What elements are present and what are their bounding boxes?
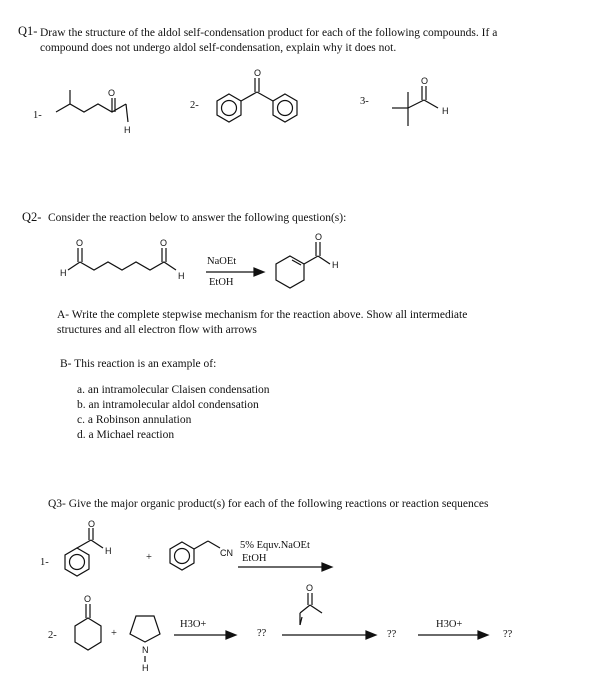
q3-r1-oxygen: O <box>88 519 96 529</box>
q2-option-a[interactable]: a. an intramolecular Claisen condensation <box>77 384 270 396</box>
q3-r1-benzaldehyde-structure <box>55 519 135 588</box>
q2-part-b: B- This reaction is an example of: <box>60 358 217 370</box>
q3-r2-arrow3 <box>418 630 490 640</box>
q2-option-b[interactable]: b. an intramolecular aldol condensation <box>77 399 259 411</box>
q3-r1-phenylacetonitrile-structure <box>160 528 250 588</box>
q3-r2-arrow1 <box>174 630 238 640</box>
q2-prompt: Consider the reaction below to answer the following question(s): <box>48 212 347 224</box>
q3-r2-unknown1: ?? <box>257 628 267 639</box>
q3-r2-reagent1: H3O+ <box>180 619 207 630</box>
q3-r1-plus: + <box>146 552 152 563</box>
q2-reagent-top: NaOEt <box>207 256 237 267</box>
q1-item2-label: 2- <box>190 100 199 111</box>
q3-r1-reagent-bottom: EtOH <box>242 553 267 564</box>
q3-r1-nitrile: CN <box>220 548 233 558</box>
q1-number: Q1- <box>18 24 38 38</box>
q1-c3-oxygen: O <box>421 76 429 86</box>
q3-r2-unknown2: ?? <box>387 629 397 640</box>
q2-right-oxygen: O <box>160 238 168 248</box>
q1-item1-label: 1- <box>33 110 42 121</box>
q1-c1-oxygen: O <box>108 88 116 98</box>
q3-r1-hydrogen: H <box>105 546 112 556</box>
q2-part-a-line1: A- Write the complete stepwise mechanism for the reaction above. Show all intermediate <box>57 309 468 321</box>
q1-compound1-structure <box>50 82 150 142</box>
q3-r2-label: 2- <box>48 630 57 641</box>
q1-c3-hydrogen: H <box>442 106 449 116</box>
q2-left-hydrogen: H <box>60 268 67 278</box>
q2-option-c[interactable]: c. a Robinson annulation <box>77 414 192 426</box>
q1-compound2-structure <box>207 68 317 132</box>
q2-reaction-arrow <box>206 267 266 277</box>
q1-prompt-line2: compound does not undergo aldol self-condensation, explain why it does not. <box>40 42 397 54</box>
q3-r2-enone-oxygen: O <box>306 583 314 593</box>
q2-option-d[interactable]: d. a Michael reaction <box>77 429 175 441</box>
q2-product-hydrogen: H <box>332 260 339 270</box>
q2-right-hydrogen: H <box>178 271 185 281</box>
q2-number: Q2- <box>22 210 42 224</box>
q1-compound3-structure <box>380 74 470 144</box>
q3-r1-label: 1- <box>40 557 49 568</box>
q3-r2-enone-structure <box>294 583 354 629</box>
q2-dialdehyde-structure <box>60 238 200 298</box>
q2-product-oxygen: O <box>315 232 323 242</box>
q3-r2-oxygen: O <box>84 594 92 604</box>
q1-c1-hydrogen: H <box>124 125 131 135</box>
q3-r1-reagent-top: 5% Equv.NaOEt <box>240 540 310 551</box>
q2-product-structure <box>268 232 358 306</box>
q2-part-a-line2: structures and all electron flow with arrows <box>57 324 257 336</box>
q3-r2-reagent3: H3O+ <box>436 619 463 630</box>
q3-r2-unknown3: ?? <box>503 629 513 640</box>
q1-prompt-line1: Draw the structure of the aldol self-condensation product for each of the following compounds. If a <box>40 27 498 39</box>
q3-r2-arrow2 <box>282 630 378 640</box>
q3-r2-nitrogen: N <box>142 645 149 655</box>
q3-r2-nh-hydrogen: H <box>142 663 149 673</box>
q2-reagent-bottom: EtOH <box>209 277 234 288</box>
q3-r2-plus: + <box>111 628 117 639</box>
q3-r1-reaction-arrow <box>238 562 334 572</box>
q3-prompt: Q3- Give the major organic product(s) for each of the following reactions or reaction sequences <box>48 498 489 510</box>
q1-item3-label: 3- <box>360 96 369 107</box>
q2-left-oxygen: O <box>76 238 84 248</box>
q1-c2-oxygen: O <box>254 68 262 78</box>
